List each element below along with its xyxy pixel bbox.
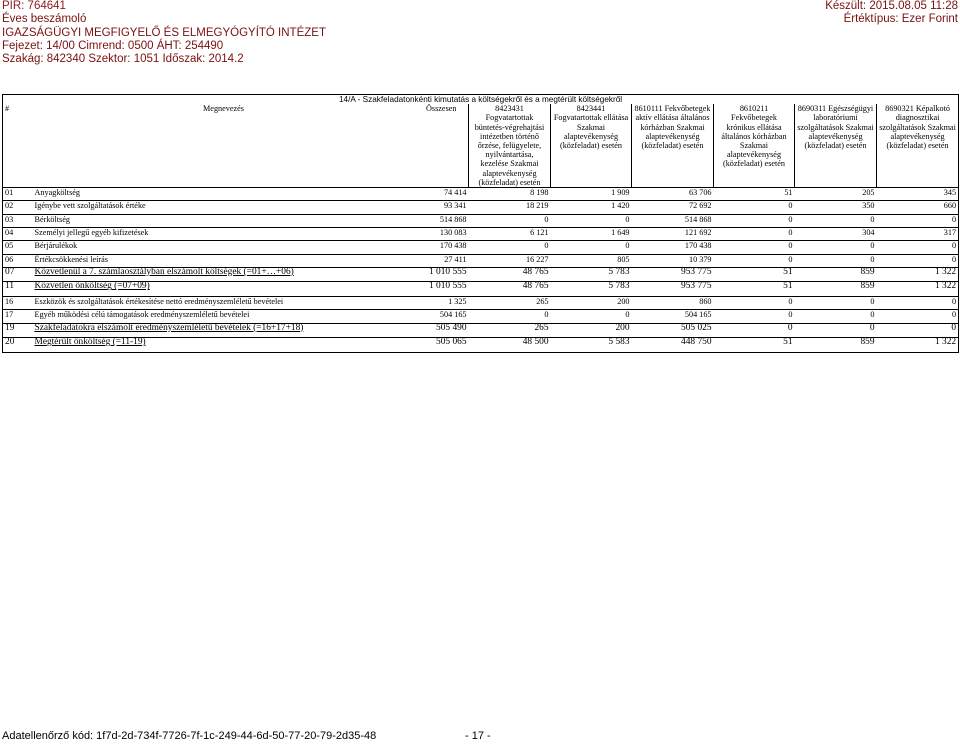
row-value: 504 165	[632, 310, 714, 323]
row-label-text: Szakfeladatokra elszámolt eredményszemléletű bevételek (=16+17+18)	[34, 322, 304, 333]
row-label-text: Megtérült önköltség (=11-19)	[34, 337, 146, 348]
row-value: 0	[551, 241, 632, 254]
row-label-text: Egyéb működési célú támogatások eredményszemléletű bevételei	[34, 310, 250, 320]
row-value: 16 227	[469, 254, 551, 267]
row-number: 03	[3, 214, 33, 227]
row-label	[33, 241, 415, 254]
row-value: 48 765	[469, 282, 551, 297]
row-value: 953 775	[632, 282, 714, 297]
row-value: 5 783	[551, 282, 632, 297]
table-row	[3, 310, 959, 323]
row-label-text: Személyi jellegű egyéb kifizetések	[34, 227, 149, 237]
row-value: 0	[877, 323, 959, 338]
row-value: 1 649	[551, 227, 632, 240]
value-type: Értéktípus: Ezer Forint	[843, 13, 958, 26]
table-row	[3, 338, 959, 353]
table-row	[3, 188, 959, 201]
row-label-text: Közvetlen önköltség (=07+09)	[34, 281, 150, 292]
row-number: 20	[3, 338, 33, 353]
col-code-header: 8423441 Fogvatartottak ellátása Szakmai alaptevékenység (közfeladat) esetén	[551, 104, 632, 187]
row-total: 170 438	[415, 241, 469, 254]
row-value: 304	[795, 227, 877, 240]
table-row	[3, 297, 959, 310]
report-type: Éves beszámoló	[2, 13, 87, 26]
row-label	[33, 188, 415, 201]
row-total: 1 325	[415, 297, 469, 310]
row-total: 1 010 555	[415, 282, 469, 297]
col-code-header: 8690311 Egészségügyi laboratóriumi szolgáltatások Szakmai alaptevékenység (közfeladat) esetén	[795, 104, 877, 187]
row-value: 48 765	[469, 267, 551, 282]
row-value: 0	[714, 227, 795, 240]
row-value: 170 438	[632, 241, 714, 254]
page-number: - 17 -	[465, 730, 491, 742]
row-label	[33, 297, 415, 310]
table-row	[3, 201, 959, 214]
row-value: 51	[714, 338, 795, 353]
row-value: 51	[714, 282, 795, 297]
row-label	[33, 310, 415, 323]
col-code-header: 8423431 Fogvatartottak büntetés-végrehajtási intézetben történő őrzése, felügyelete, nyilvántartása, kezelése Szakmai alaptevékenység (közfeladat) esetén	[469, 104, 551, 187]
row-value: 0	[795, 310, 877, 323]
row-label-text: Eszközök és szolgáltatások értékesítése nettó eredményszemléletű bevételei	[34, 297, 284, 306]
row-value: 1 322	[877, 282, 959, 297]
table-row	[3, 323, 959, 338]
row-value: 72 692	[632, 201, 714, 214]
row-value: 48 500	[469, 338, 551, 353]
row-value: 0	[877, 254, 959, 267]
row-value: 0	[469, 214, 551, 227]
row-value: 0	[551, 214, 632, 227]
row-label-text: Bérköltség	[34, 214, 70, 224]
row-value: 5 783	[551, 267, 632, 282]
row-value: 1 909	[551, 188, 632, 201]
row-value: 63 706	[632, 188, 714, 201]
row-value: 5 583	[551, 338, 632, 353]
row-label	[33, 338, 415, 353]
row-value: 859	[795, 282, 877, 297]
row-value: 1 322	[877, 267, 959, 282]
row-value: 953 775	[632, 267, 714, 282]
row-value: 0	[795, 241, 877, 254]
row-value: 0	[469, 241, 551, 254]
row-label	[33, 254, 415, 267]
col-code-header: 8610111 Fekvőbetegek aktív ellátása általános kórházban Szakmai alaptevékenység (közfeladat) esetén	[632, 104, 714, 187]
row-number: 16	[3, 297, 33, 310]
row-value: 10 379	[632, 254, 714, 267]
row-value: 121 692	[632, 227, 714, 240]
row-total: 130 083	[415, 227, 469, 240]
row-value: 0	[551, 310, 632, 323]
row-label-text: Bérjárulékok	[34, 241, 78, 251]
row-total: 27 411	[415, 254, 469, 267]
row-total: 505 065	[415, 338, 469, 353]
validation-code: Adatellenőrző kód: 1f7d-2d-734f-7726-7f-1c-249-44-6d-50-77-20-79-2d35-48	[2, 730, 377, 742]
row-total: 93 341	[415, 201, 469, 214]
row-value: 0	[795, 214, 877, 227]
row-value: 8 198	[469, 188, 551, 201]
row-value: 0	[714, 254, 795, 267]
row-value: 0	[714, 241, 795, 254]
row-value: 6 121	[469, 227, 551, 240]
table-row	[3, 241, 959, 254]
row-value: 0	[714, 201, 795, 214]
report-section	[2, 94, 958, 353]
row-value: 0	[714, 323, 795, 338]
row-value: 0	[877, 214, 959, 227]
row-value: 0	[795, 297, 877, 310]
table-row	[3, 267, 959, 282]
row-value: 350	[795, 201, 877, 214]
row-label	[33, 227, 415, 240]
row-value: 51	[714, 267, 795, 282]
row-number: 01	[3, 188, 33, 201]
row-label-text: Értékcsökkenési leírás	[34, 254, 108, 264]
row-number: 07	[3, 267, 33, 282]
table-row	[3, 254, 959, 267]
col-num-header: #	[3, 104, 33, 187]
row-value: 660	[877, 201, 959, 214]
header-left	[2, 0, 326, 66]
row-value: 0	[714, 310, 795, 323]
row-number: 17	[3, 310, 33, 323]
row-value: 0	[714, 297, 795, 310]
institution-name: IGAZSÁGÜGYI MEGFIGYELŐ ÉS ELMEGYÓGYÍTÓ INTÉZET	[2, 26, 326, 39]
row-number: 19	[3, 323, 33, 338]
row-total: 504 165	[415, 310, 469, 323]
row-value: 0	[795, 254, 877, 267]
row-value: 18 219	[469, 201, 551, 214]
row-total: 514 868	[415, 214, 469, 227]
row-label-text: Közvetlenül a 7. számlaosztályban elszámolt költségek (=01+…+06)	[34, 266, 294, 277]
row-total: 505 490	[415, 323, 469, 338]
row-value: 0	[714, 214, 795, 227]
col-total-header: Összesen	[415, 104, 469, 187]
row-label	[33, 201, 415, 214]
row-value: 51	[714, 188, 795, 201]
row-value: 265	[469, 297, 551, 310]
row-value: 859	[795, 267, 877, 282]
row-value: 0	[877, 297, 959, 310]
report-title: 14/A - Szakfeladatonkénti kimutatás a költségekről és a megtérült költségekről	[3, 95, 959, 105]
row-value: 514 868	[632, 214, 714, 227]
row-value: 0	[469, 310, 551, 323]
row-value: 859	[795, 338, 877, 353]
row-value: 0	[795, 323, 877, 338]
row-value: 805	[551, 254, 632, 267]
row-value: 1 322	[877, 338, 959, 353]
row-value: 205	[795, 188, 877, 201]
row-value: 345	[877, 188, 959, 201]
row-total: 74 414	[415, 188, 469, 201]
row-number: 11	[3, 282, 33, 297]
table-row	[3, 227, 959, 240]
table-row	[3, 282, 959, 297]
row-number: 05	[3, 241, 33, 254]
row-label-text: Igénybe vett szolgáltatások értéke	[34, 201, 146, 211]
row-value: 505 025	[632, 323, 714, 338]
report-rows	[3, 188, 959, 353]
table-row	[3, 214, 959, 227]
row-value: 200	[551, 323, 632, 338]
row-label	[33, 214, 415, 227]
row-label-text: Anyagköltség	[34, 188, 80, 198]
header-right	[825, 0, 958, 27]
row-value: 0	[877, 310, 959, 323]
row-value: 1 420	[551, 201, 632, 214]
col-code-header: 8610211 Fekvőbetegek krónikus ellátása általános kórházban Szakmai alaptevékenység (közfeladat) esetén	[714, 104, 795, 187]
col-name-header: Megnevezés	[33, 104, 415, 187]
row-number: 04	[3, 227, 33, 240]
row-value: 448 750	[632, 338, 714, 353]
row-label	[33, 282, 415, 297]
col-code-header: 8690321 Képalkotó diagnosztikai szolgáltatások Szakmai alaptevékenység (közfeladat) esetén	[877, 104, 959, 187]
sector-info: Szakág: 842340 Szektor: 1051 Időszak: 2014.2	[2, 53, 244, 66]
chapter-info: Fejezet: 14/00 Cimrend: 0500 ÁHT: 254490	[2, 39, 224, 52]
row-label	[33, 323, 415, 338]
pir-label: PIR: 764641	[2, 0, 66, 12]
row-number: 02	[3, 201, 33, 214]
row-value: 317	[877, 227, 959, 240]
row-label	[33, 267, 415, 282]
created-timestamp: Készült: 2015.08.05 11:28	[825, 0, 958, 12]
row-number: 06	[3, 254, 33, 267]
report-table	[2, 94, 959, 353]
row-value: 860	[632, 297, 714, 310]
row-value: 265	[469, 323, 551, 338]
column-header-row	[3, 104, 959, 187]
row-value: 200	[551, 297, 632, 310]
row-total: 1 010 555	[415, 267, 469, 282]
row-value: 0	[877, 241, 959, 254]
